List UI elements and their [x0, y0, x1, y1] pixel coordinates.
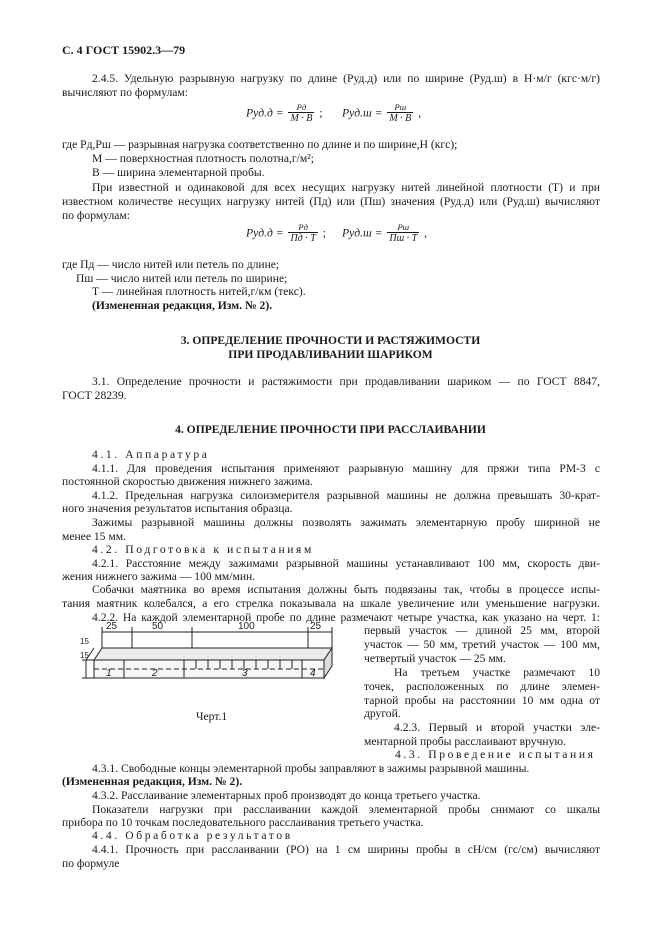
p412-line2: ного значения результатов испытания образца. — [62, 502, 293, 515]
fig-dim-50: 50 — [152, 621, 164, 632]
s43-heading: 4.3. Проведение испытания — [395, 748, 596, 761]
section-4-title: 4. ОПРЕДЕЛЕНИЕ ПРОЧНОСТИ ПРИ РАССЛАИВАНИИ — [175, 423, 486, 436]
p-third-line3: тарной пробы на расстоянии 10 мм одна от — [364, 694, 600, 707]
figure-1-specimen-drawing — [80, 618, 350, 718]
formula-1-left-end: ; — [319, 106, 323, 120]
formula-2-left-num: Pд — [288, 223, 317, 233]
p422-line4: четвертый участок — 25 мм. — [364, 652, 506, 665]
where2-line3: T — линейная плотность нитей,г/км (текс). — [92, 285, 306, 298]
fig-dim-25-left: 25 — [106, 621, 118, 632]
p-show-line2: прибора по 10 точкам последовательного расслаивания третьего участка. — [62, 816, 424, 829]
formula-1-right-den: M · B — [389, 113, 412, 124]
p422-line2: первый участок — длиной 25 мм, второй — [364, 624, 600, 637]
formula-1-left — [246, 103, 323, 125]
p-third-line1: На третьем участке размечают 10 — [394, 666, 600, 679]
p-dogs-line1: Собачки маятника во время испытания должны быть подвязаны так, чтобы в процессе испы- — [92, 583, 600, 596]
formula-1-right — [342, 103, 421, 125]
formula-1-right-num: Pш — [387, 103, 413, 113]
fig-section-2: 2 — [152, 668, 158, 679]
where2-line1: где Пд — число нитей или петель по длине; — [62, 258, 280, 271]
where1-line3: B — ширина элементарной пробы. — [92, 166, 265, 179]
p422-line1: 4.2.2. На каждой элементарной пробе по длине размечают четыре участка, как указано на черт. 1: — [92, 611, 600, 624]
formula-2-right-end: , — [424, 226, 427, 240]
p-third-line4: другой. — [364, 707, 401, 720]
p431: 4.3.1. Свободные концы элементарной пробы заправляют в зажимы разрывной машины. — [92, 762, 530, 775]
p441-line2: по формуле — [62, 857, 120, 870]
p-clamps-line2: менее 15 мм. — [62, 530, 126, 543]
s44-heading: 4.4. Обработка результатов — [92, 829, 293, 842]
p245-line2: вычисляют по формулам: — [62, 86, 188, 99]
fig-section-1: 1 — [106, 668, 112, 679]
p-known-line1: При известной и одинаковой для всех несущих нагрузку нитей линейной плотности (T) и при — [92, 181, 600, 194]
fig-dim-25-right: 25 — [310, 621, 322, 632]
formula-2-right-den: Пш · T — [389, 233, 418, 244]
where1-line2: M — поверхностная плотность полотна,г/м²; — [92, 152, 314, 165]
fig-dim-100: 100 — [238, 621, 255, 632]
amendment-note-1: (Измененная редакция, Изм. № 2). — [92, 299, 273, 312]
s41-heading: 4.1. Аппаратура — [92, 448, 210, 461]
fig-side-dim-bottom: 15 — [80, 651, 89, 660]
fig-side-dim-top: 15 — [80, 637, 89, 646]
formula-2-right — [342, 223, 427, 245]
formula-1-left-lhs: Pуд.д = — [246, 106, 284, 120]
amendment-note-2: (Измененная редакция, Изм. № 2). — [62, 775, 243, 788]
where2-line2: Пш — число нитей или петель по ширине; — [76, 272, 288, 285]
formula-1-right-lhs: Pуд.ш = — [342, 106, 383, 120]
fig-section-3: 3 — [242, 668, 248, 679]
p-show-line1: Показатели нагрузки при расслаивании каждой элементарной пробы снимают со шкалы — [92, 803, 600, 816]
page-header: С. 4 ГОСТ 15902.3—79 — [62, 43, 186, 57]
formula-2-left-lhs: Pуд.д = — [246, 226, 284, 240]
p432: 4.3.2. Расслаивание элементарных проб производят до конца третьего участка. — [92, 789, 481, 802]
p-third-line2: точек, расположенных по длине элемен- — [364, 680, 600, 693]
p411-line2: постоянной скоростью движения нижнего зажима. — [62, 475, 313, 488]
p422-line3: участок — 50 мм, третий участок — 100 мм, — [364, 638, 600, 651]
formula-2-left-den: Пд · T — [290, 233, 316, 244]
formula-1-left-den: M · B — [290, 113, 313, 124]
fig-section-4: 4 — [310, 668, 316, 679]
p423-line2: ментарной пробы расслаивают вручную. — [364, 735, 566, 748]
p-known-line3: по формулам: — [62, 209, 130, 222]
where1-line1: где Pд,Pш — разрывная нагрузка соответственно по длине и по ширине,Н (кгс); — [62, 138, 458, 151]
formula-2-left-end: ; — [322, 226, 326, 240]
s42-heading: 4.2. Подготовка к испытаниям — [92, 543, 314, 556]
p-dogs-line2: тания маятник колебался, а его стрелка показывала на шкале увеличение или уменьшение нагрузки. — [62, 597, 600, 610]
section-3-title-line1: 3. ОПРЕДЕЛЕНИЕ ПРОЧНОСТИ И РАСТЯЖИМОСТИ — [180, 334, 481, 347]
p421-line1: 4.2.1. Расстояние между зажимами разрывной машины устанавливают 100 мм, скорость дви- — [92, 557, 600, 570]
p-clamps-line1: Зажимы разрывной машины должны позволять зажимать элементарную пробу шириной не — [92, 516, 600, 529]
formula-2-right-num: Pш — [387, 223, 419, 233]
p412-line1: 4.1.2. Предельная нагрузка силоизмерителя разрывной машины не должна превышать 30-крат- — [92, 489, 600, 502]
formula-1-right-end: , — [418, 106, 422, 120]
p423-line1: 4.2.3. Первый и второй участки эле- — [394, 721, 600, 734]
formula-1-left-num: Pд — [288, 103, 314, 113]
p31-line1: 3.1. Определение прочности и растяжимости при продавливании шариком — по ГОСТ 8847, — [92, 375, 600, 388]
formula-2-right-lhs: Pуд.ш = — [342, 226, 383, 240]
p31-line2: ГОСТ 28239. — [62, 389, 127, 402]
p245-line1: 2.4.5. Удельную разрывную нагрузку по длине (Pуд.д) или по ширине (Pуд.ш) в Н·м/г (кгс·м/г) — [92, 72, 600, 85]
p441-line1: 4.4.1. Прочность при расслаивании (PO) на 1 см ширины пробы в сН/см (гс/см) вычисляют — [92, 843, 600, 856]
figure-1-caption: Черт.1 — [196, 710, 228, 723]
p411-line1: 4.1.1. Для проведения испытания применяют разрывную машину для пряжи типа РМ-3 с — [92, 462, 600, 475]
formula-2-left — [246, 223, 326, 245]
section-3-title-line2: ПРИ ПРОДАВЛИВАНИИ ШАРИКОМ — [228, 348, 433, 361]
p-known-line2: известном количестве несущих нагрузку нитей (Пд) или (Пш) значения (Pуд.д) или (Pуд.ш) вычисляют — [62, 195, 600, 208]
p421-line2: жения нижнего зажима — 100 мм/мин. — [62, 570, 256, 583]
